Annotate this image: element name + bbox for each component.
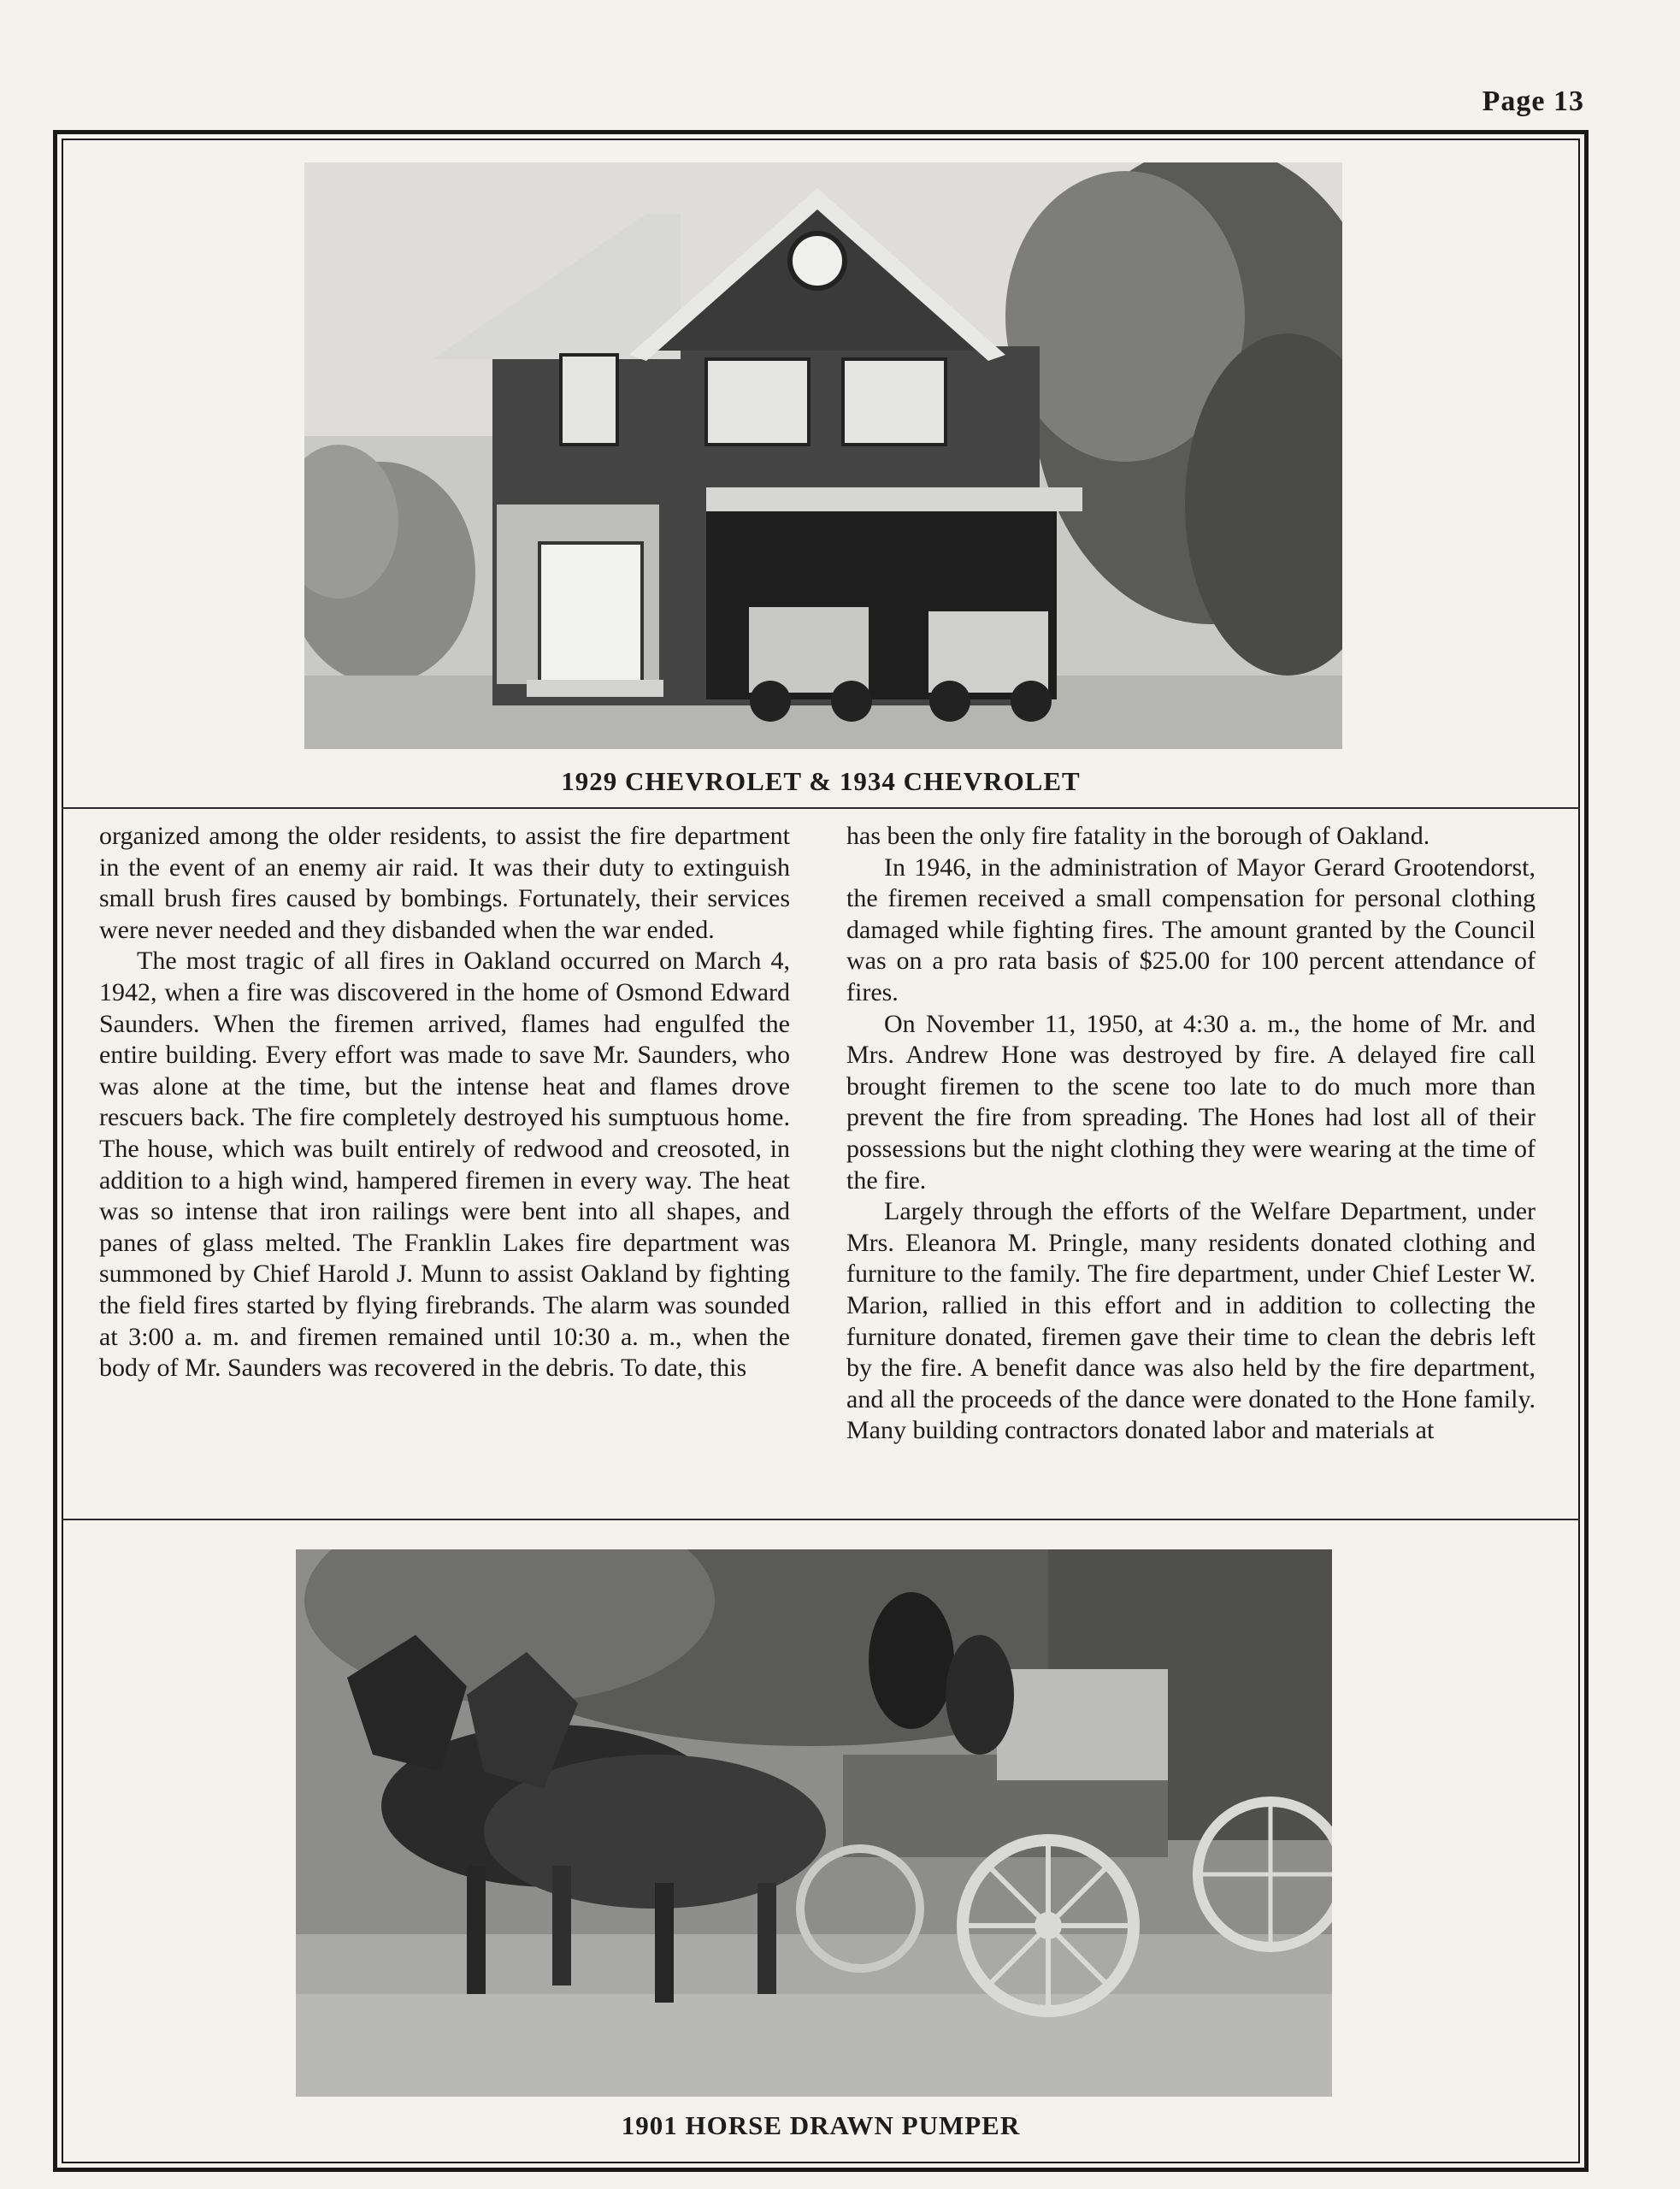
article-column-left xyxy=(99,821,790,1505)
paragraph: Largely through the efforts of the Welfare Department, under Mrs. Eleanora M. Pringle, many residents donated clothing and furniture to the family. The fire department, under Chief Lester W. Marion, rallied in this effort and in addition to collecting the furniture donated, firemen gave their time to clean the debris left by the fire. A benefit dance was also held by the fire department, and all the proceeds of the dance were donated to the Hone family. Many building contractors donated labor and materials at xyxy=(846,1197,1536,1445)
article-column-right xyxy=(846,821,1536,1505)
paragraph: On November 11, 1950, at 4:30 a. m., the home of Mr. and Mrs. Andrew Hone was destroyed by fire. A delayed fire call brought firemen to the scene too late to do much more than prevent the fire from spreading. The Hones had lost all of their possessions but the night clothing they were wearing at the time of the fire. xyxy=(846,1009,1536,1195)
section-divider-bottom xyxy=(62,1519,1580,1520)
paragraph: The most tragic of all fires in Oakland occurred on March 4, 1942, when a fire was discovered in the home of Osmond Edward Saunders. When the firemen arrived, flames had engulfed the entire building. Every effort was made to save Mr. Saunders, who was alone at the time, but the intense heat and flames drove rescuers back. The fire completely destroyed his sumptuous home. The house, which was built entirely of redwood and creosoted, in addition to a high wind, hampered firemen in every way. The heat was so intense that iron railings were bent into all shapes, and panes of glass melted. The Franklin Lakes fire department was summoned by Chief Harold J. Munn to assist Oakland by fighting the field fires started by flying firebrands. The alarm was sounded at 3:00 a. m. and firemen remained until 10:30 a. m., when the body of Mr. Saunders was recovered in the debris. To date, this xyxy=(99,947,790,1383)
section-divider-top xyxy=(62,807,1580,809)
paragraph: In 1946, in the administration of Mayor Gerard Grootendorst, the firemen received a small compensation for personal clothing damaged while fighting fires. The amount granted by the Council was on a pro rata basis of $25.00 for 100 percent attendance of fires. xyxy=(846,853,1536,1006)
photo-caption-bottom: 1901 HORSE DRAWN PUMPER xyxy=(621,2110,1021,2140)
photo-caption-top: 1929 CHEVROLET & 1934 CHEVROLET xyxy=(561,766,1081,796)
horse-drawn-pumper-photo xyxy=(296,1549,1332,2097)
page-number: Page 13 xyxy=(1482,86,1584,117)
paragraph: has been the only fire fatality in the borough of Oakland. xyxy=(846,822,1430,850)
paragraph: organized among the older residents, to assist the fire department in the event of an enemy air raid. It was their duty to extinguish small brush fires caused by bombings. Fortunately, their services were never needed and they disbanded when the war ended. xyxy=(99,822,790,944)
firehouse-photo xyxy=(304,162,1342,749)
